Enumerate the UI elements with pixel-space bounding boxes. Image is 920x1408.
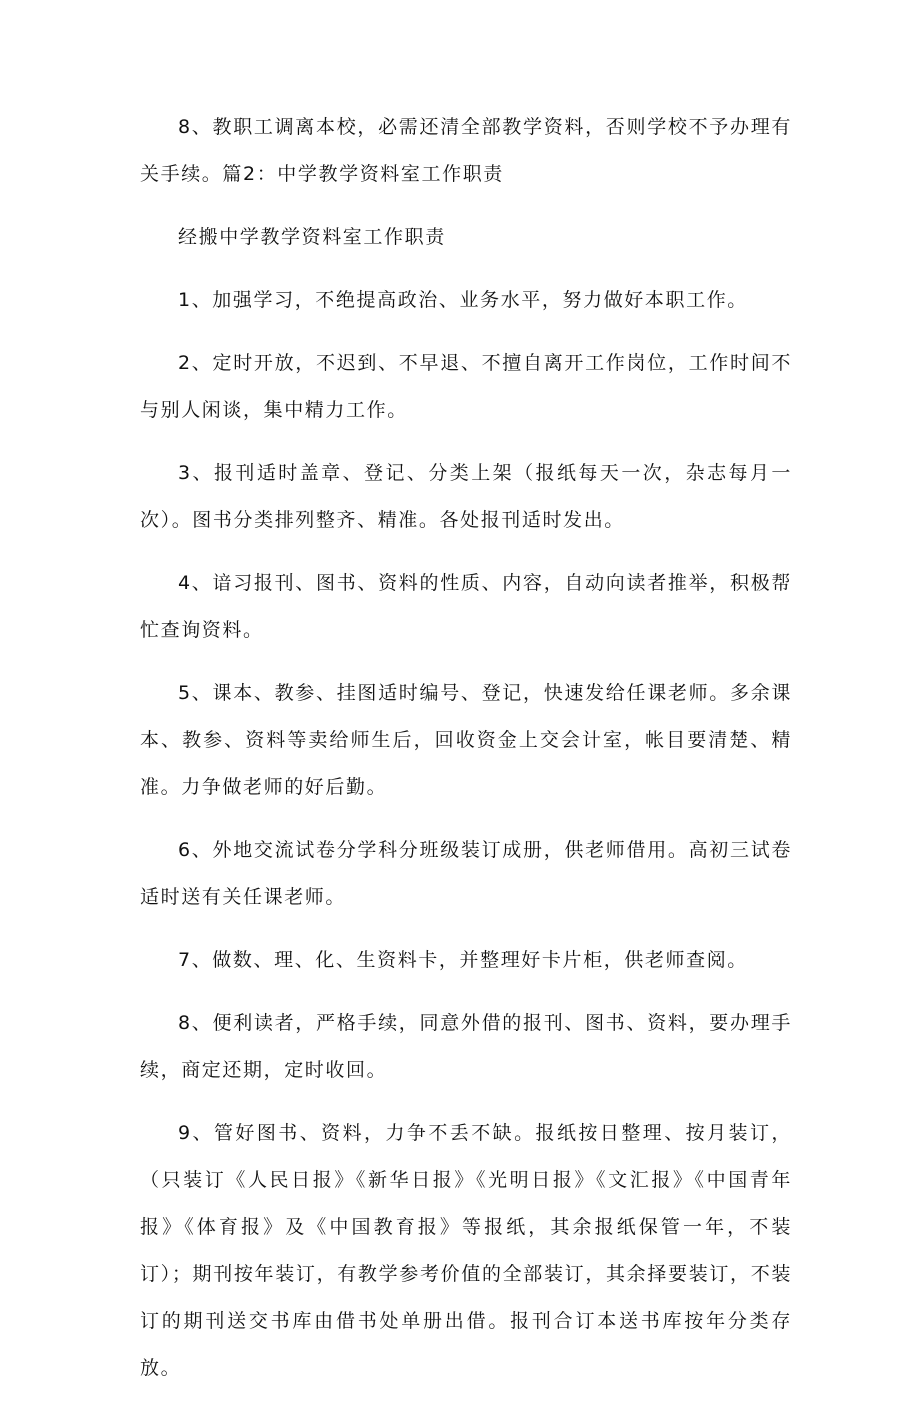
section-title: 经搬中学教学资料室工作职责 [178, 226, 446, 248]
document-body [140, 104, 792, 1408]
paragraph-duty-1: 1、加强学习，不绝提高政治、业务水平，努力做好本职工作。 [178, 289, 748, 311]
paragraph-duty-5: 5、课本、教参、挂图适时编号、登记，快速发给任课老师。多余课本、教参、资料等卖给师生后，回收资金上交会计室，帐目要清楚、精准。力争做老师的好后勤。 [140, 682, 792, 798]
paragraph-duty-8: 8、便利读者，严格手续，同意外借的报刊、图书、资料，要办理手续，商定还期，定时收回。 [140, 1012, 792, 1081]
paragraph-transfer-rule: 8、教职工调离本校，必需还清全部教学资料，否则学校不予办理有关手续。篇2：中学教学资料室工作职责 [140, 116, 792, 185]
paragraph-duty-7: 7、做数、理、化、生资料卡，并整理好卡片柜，供老师查阅。 [178, 949, 748, 971]
paragraph-duty-9: 9、管好图书、资料，力争不丢不缺。报纸按日整理、按月装订，（只装订《人民日报》《新华日报》《光明日报》《文汇报》《中国青年报》《体育报》及《中国教育报》等报纸，其余报纸保管一年，不装订）；期刊按年装订，有教学参考价值的全部装订，其余择要装订，不装订的期刊送交书库由借书处单册出借。报刊合订本送书库按年分类存放。 [140, 1122, 792, 1379]
paragraph-duty-2: 2、定时开放，不迟到、不早退、不擅自离开工作岗位，工作时间不与别人闲谈，集中精力工作。 [140, 352, 792, 421]
paragraph-duty-3: 3、报刊适时盖章、登记、分类上架（报纸每天一次，杂志每月一次）。图书分类排列整齐、精准。各处报刊适时发出。 [140, 462, 792, 531]
paragraph-duty-6: 6、外地交流试卷分学科分班级装订成册，供老师借用。高初三试卷适时送有关任课老师。 [140, 839, 792, 908]
paragraph-duty-4: 4、谙习报刊、图书、资料的性质、内容，自动向读者推举，积极帮忙查询资料。 [140, 572, 792, 641]
